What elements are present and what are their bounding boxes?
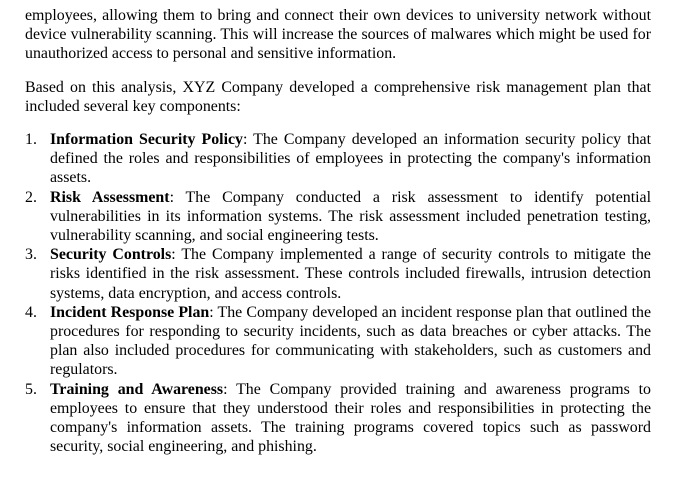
list-item-number: 3. <box>25 246 37 264</box>
list-item-term: Information Security Policy <box>50 131 243 149</box>
list-item <box>25 188 651 246</box>
list-item-number: 4. <box>25 303 37 321</box>
document-body <box>25 6 651 456</box>
list-item-text: : The Company developed an information security policy that defined the roles and responsibilities of employees in protecting the company's information assets. <box>50 131 651 187</box>
list-item <box>25 130 651 188</box>
list-item-term: Security Controls <box>50 246 172 264</box>
list-item-text: : The Company implemented a range of security controls to mitigate the risks identified in the risk assessment. These controls included firewalls, intrusion detection systems, data encryption, and access controls. <box>50 246 651 302</box>
list-item-number: 2. <box>25 188 37 206</box>
list-item <box>25 245 651 303</box>
list-item-text: : The Company developed an incident response plan that outlined the procedures for responding to security incidents, such as data breaches or cyber attacks. The plan also included procedures for communicating with stakeholders, such as customers and regulators. <box>50 303 651 379</box>
list-item-term: Training and Awareness <box>50 380 224 398</box>
list-item-term: Incident Response Plan <box>50 303 210 321</box>
paragraph-risk-plan-summary: Based on this analysis, XYZ Company developed a comprehensive risk management plan that included several key components: <box>25 78 651 115</box>
list-item <box>25 303 651 380</box>
risk-plan-components-list <box>25 130 651 456</box>
list-item-text: : The Company conducted a risk assessment to identify potential vulnerabilities in its information systems. The risk assessment included penetration testing, vulnerability scanning, and social engineering tests. <box>50 188 651 245</box>
list-item-number: 5. <box>25 380 37 398</box>
list-item-term: Risk Assessment <box>50 188 170 206</box>
list-item <box>25 380 651 457</box>
list-item-number: 1. <box>25 131 37 149</box>
list-item-text: : The Company provided training and awareness programs to employees to ensure that they understood their roles and responsibilities in protecting the company's information assets. The training programs covered topics such as password security, social engineering, and phishing. <box>50 380 651 456</box>
paragraph-intro-continuation: employees, allowing them to bring and connect their own devices to university network without device vulnerability scanning. This will increase the sources of malwares which might be used for unauthorized access to personal and sensitive information. <box>25 7 651 63</box>
